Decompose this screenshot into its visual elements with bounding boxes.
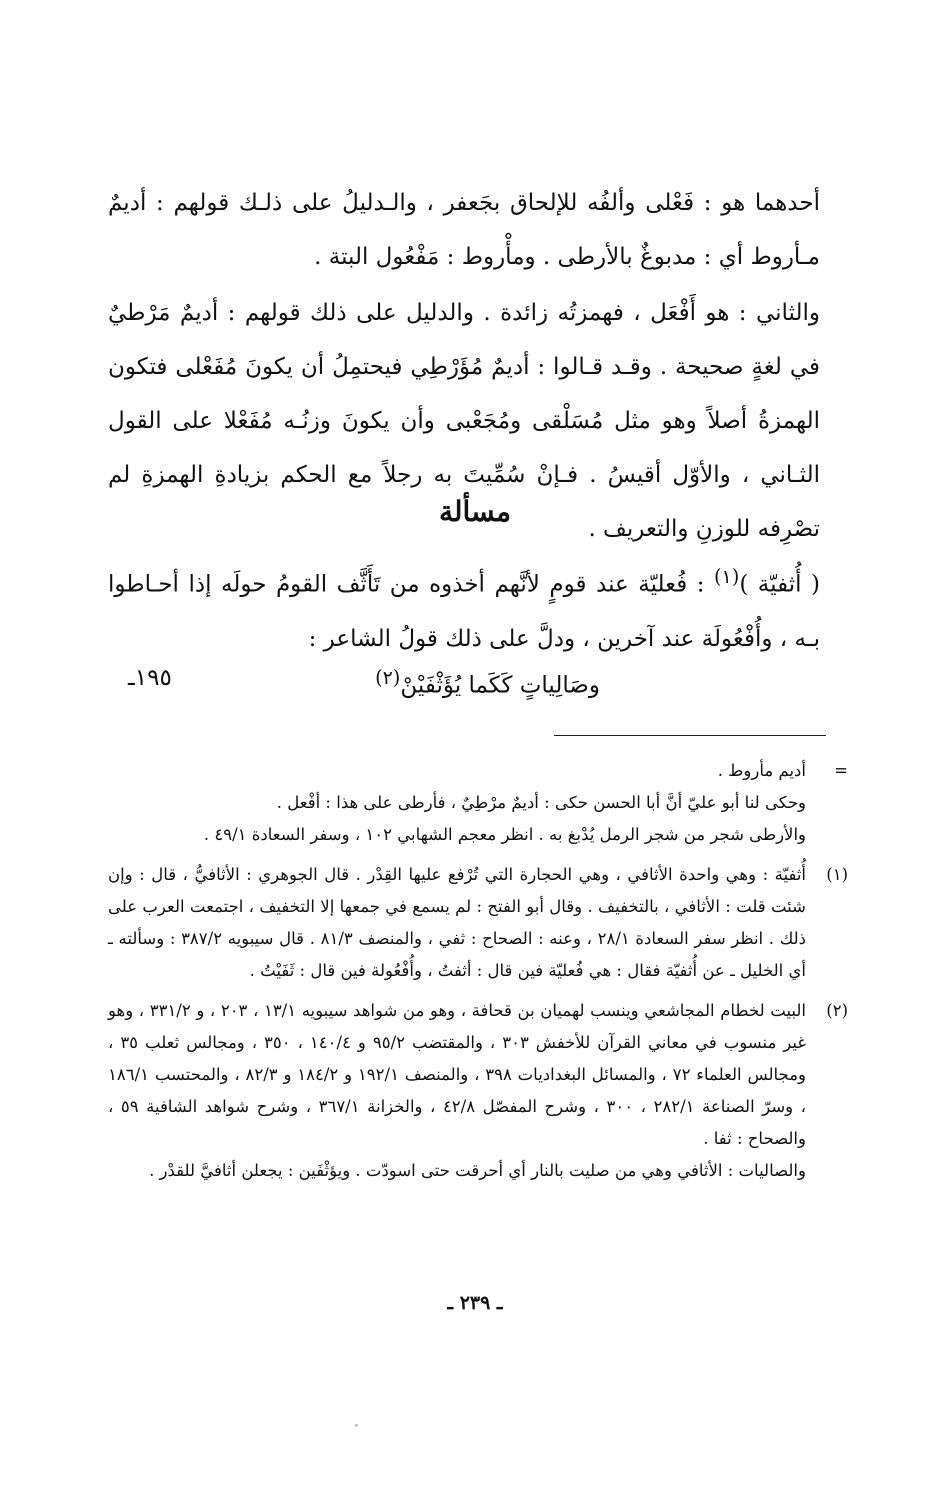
footnote-continuation-line: والأرطى شجر من شجر الرمل يُدْبغ به . انظر معجم الشهابي ١٠٢ ، وسفر السعادة ٤٩/١ . <box>203 825 806 844</box>
footnote-continuation-line: أديم مأروط . <box>717 761 806 780</box>
paragraph-2-text: والثاني : هو أَفْعَل ، فهمزتُه زائدة . والدليل على ذلك قولهم : أديمٌ مَرْطيٌ في لغةٍ صحيحة . وقـد قـالوا : أديمٌ مُؤَرْطِي فيحتمِلُ أن يكونَ مُفَعْلى فتكون الهمزةُ أصلاً وهو مثل مُسَلْقى ومُجَعْبى وأن يكونَ وزنُـه مُفَعْلا على القول الثـاني ، والأوّل أقيسُ . فـإنْ سُمِّيتَ به رجلاً مع الحكم بزيادةِ الهمزةِ لم تصْرِفه للوزنِ والتعريف . <box>108 300 820 542</box>
footnote-1-marker: (١) <box>826 865 848 884</box>
footnote-continuation <box>108 755 848 851</box>
footnote-continuation-line: وحكى لنا أبو عليّ أنَّ أبا الحسن حكى : أديمٌ مرْطِيٌ ، فأرطى على هذا : أفْعل . <box>276 793 806 812</box>
verse-number: ١٩٥ـ <box>128 665 172 691</box>
footnote-1 <box>108 859 848 987</box>
footnote-separator <box>554 735 826 736</box>
footnote-2 <box>108 995 848 1187</box>
paragraph-3 <box>108 550 820 666</box>
verse-text-body: وصَالِياتٍ كَكَما يُؤَثْفَيْنْ <box>400 672 600 699</box>
scan-speck <box>355 1424 358 1427</box>
footnote-continuation-marker: = <box>834 761 848 780</box>
footnotes <box>108 755 848 1187</box>
section-heading: مسألة <box>438 495 512 528</box>
footnote-2-gloss: والصاليات : الأثافي وهي من صليت بالنار أي أحرقت حتى اسودّت . ويؤثْفَين : يجعلن أثافيَّ للقدْر . <box>149 1161 806 1180</box>
footnote-2-text: البيت لخطام المجاشعي وينسب لهميان بن قحافة ، وهو من شواهد سيبويه ١٣/١ ، ٢٠٣ ، و ٣٣١/٢ ، وهو غير منسوب في معاني القرآن للأخفش ٣٠٣ ، والمقتضب ٩٥/٢ و ١٤٠/٤ ، ٣٥٠ ، ومجالس ثعلب ٣٥ ، ومجالس العلماء ٧٢ ، والمسائل البغداديات ٣٩٨ ، والمنصف ١٩٢/١ و ١٨٤/٢ و ٨٢/٣ ، والمحتسب ١٨٦/١ ، وسرّ الصناعة ٢٨٢/١ ، ٣٠٠ ، وشرح المفصّل ٤٢/٨ ، والخزانة ٣٦٧/١ ، وشرح شواهد الشافية ٥٩ ، والصحاح : ثفا . <box>108 1001 807 1148</box>
paragraph-1 <box>108 176 820 284</box>
paragraph-3-rest: : فُعليّة عند قومٍ لأنَّهم أخذوه من تَأَثَّف القومُ حولَه إذا أحـاطوا بـه ، وأُفْعُولَة عند آخرين ، ودلَّ على ذلك قولُ الشاعر : <box>108 571 820 652</box>
verse-text <box>375 658 600 706</box>
verse-line <box>108 658 820 698</box>
footnote-ref-1: (١) <box>714 565 740 588</box>
paragraph-3-lead: ( أُثفيّة ) <box>739 571 820 598</box>
footnote-2-marker: (٢) <box>826 1001 848 1020</box>
paragraph-1-text: أحدهما هو : فَعْلى وألفُه للإلحاق بجَعفر ، والـدليلُ على ذلـك قولهم : أديمٌ مـأروط أي : مدبوغٌ بالأرطى . ومأْروط : مَفْعُول البتة . <box>108 190 820 270</box>
page-number: ـ ٢٣٩ ـ <box>447 1292 503 1314</box>
footnote-ref-2: (٢) <box>375 666 401 689</box>
paragraph-3-text <box>108 550 820 666</box>
footnote-1-text: أُثفيّة : وهي واحدة الأثافي ، وهي الحجارة التي تُرْفع عليها القِدْر . قال الجوهري : الأثافيُّ ، قال : وإن شئت قلت : الأثافي ، بالتخفيف . وقال أبو الفتح : لم يسمع في جمعها إلا التخفيف ، اجتمعت العرب على ذلك . انظر سفر السعادة ٢٨/١ ، وعنه : الصحاح : ثفي ، والمنصف ٨١/٣ . قال سيبويه ٣٨٧/٢ : وسألته ـ أي الخليل ـ عن أُثفيّة فقال : هي فُعليّة فين قال : أثفتُ ، وأُفْعُولة فين قال : ثَفَيْتُ . <box>108 865 806 980</box>
